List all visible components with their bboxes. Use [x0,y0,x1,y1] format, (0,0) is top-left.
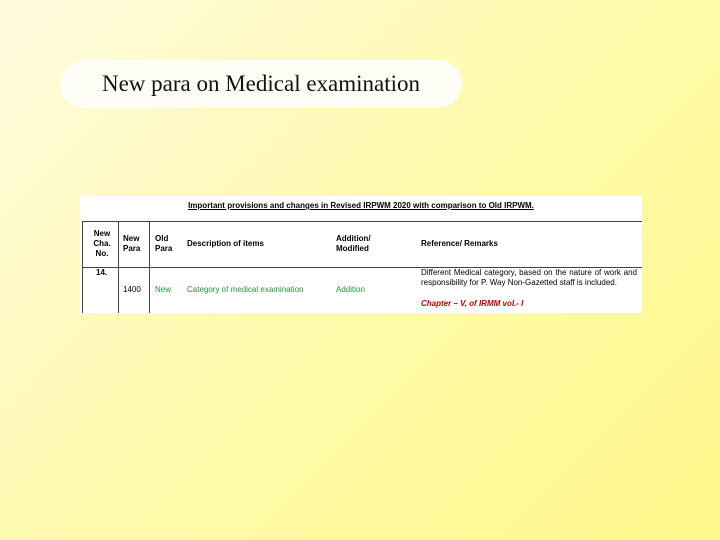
header-new-para: New Para [123,234,141,253]
row-addition-modified: Addition [336,285,365,294]
row-old-para: New [155,285,172,294]
row-remark: Different Medical category, based on the nature of work and responsibility for P. Way Non-Gazetted staff is included. [421,268,637,287]
row-description: Category of medical examination [187,285,304,294]
header-old-para: Old Para [155,234,173,253]
row-reference: Chapter – V, of IRMM vol.- I [421,299,524,308]
document-table-image [80,196,642,313]
column-divider [149,221,150,313]
header-description: Description of items [187,239,264,248]
table-heading: Important provisions and changes in Revised IRPWM 2020 with comparison to Old IRPWM. [188,201,534,210]
column-divider [82,221,83,313]
header-addition-modified: Addition/ Modified [336,234,371,253]
row-chapter: 14. [96,268,108,277]
header-reference-remarks: Reference/ Remarks [421,239,498,248]
slide-title: New para on Medical examination [60,60,462,108]
header-new-chapter-no: New Cha. No. [93,229,111,258]
row-new-para: 1400 [123,285,141,294]
table-top-rule [82,221,642,222]
column-divider [118,221,119,313]
